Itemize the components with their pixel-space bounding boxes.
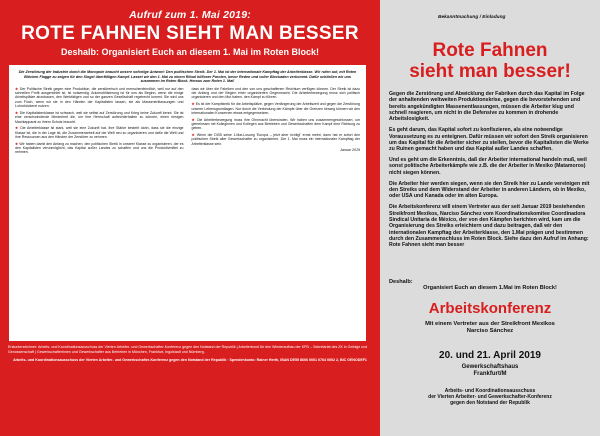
conference-location: Gewerkschaftshaus Frankfurt/M [461,364,519,378]
star-icon: ★ [191,133,197,138]
organizer: Arbeits- und Koordinationsausschuss der Vierten Arbeiter- und Gewerkschafter-Konferenz gegen den Notstand der Republik [428,388,552,407]
star-icon: ★ [15,126,21,131]
paragraph: Es geht darum, das Kapital sofort zu konfiszieren, als eine notwendige Voraussetzung es zu enteignen. Dafür müssen wir sofort den Streik organisieren um das Kapital für die Arbeiter sicher zu stellen, bevor die Kapitalisten die Werke zu Ruinen gemacht haben und das Kapital außer Landes schaffen. [389,127,589,153]
footer-organization: Arbeits- und Koordinationsausschuss der Vierten Arbeiter- und Gewerkschafter-Konferenz gegen den Notstand der Republik · Spendenkonto: Rainer Herth, IBAN DE55 8606 0001 0764 0002 2, BIC GENODEF1 [13,358,367,363]
paragraph: Die Arbeiter hier werden siegen, wenn sie den Streik hier zu Lande vereinigen mit den Streiks und dem Widerstand der Arbeiter in anderen Ländern, ob in Mexiko, oder USA und Kanada oder im alten Europa. [389,180,590,200]
star-icon: ★ [191,102,196,107]
guest-info: Mit einem Vertreter aus der Streikfront Mexikos Narciso Sánchez [425,321,555,334]
star-icon: ★ [15,86,20,91]
conference-title: Arbeitskonferenz [428,300,552,317]
einladung-body [389,91,591,253]
einladung-panel [380,0,600,436]
headline: ROTE FAHNEN SIEHT MAN BESSER [21,23,359,44]
paragraph: Die Arbeitskonferenz will einem Vertreter aus der seit Januar 2019 bestehenden Streikfront Mexikos, Narciso Sánchez vom Koordinationskomitee Coordinadora Sindical Unitaria de México, der von den Kämpfen berichten wird, kam um die Organisierung des Streiks erleichtern und dazu beitragen, daß wir den internationalen Kampftag der Arbeiterklasse, den 1.Mai prägen und bestimmen durch den Zusammenschluss im Roten Block. Siehe dazu den Aufruf im Anhang: Rote Fahnen sieht man besser [389,204,589,249]
call-to-action [389,279,591,291]
column-left [15,87,184,157]
deshalb-label: Deshalb: [389,279,413,285]
aufruf-title: Aufruf zum 1. Mai 2019: [129,9,251,21]
intro-paragraph: Die Zerstörung der Industrie durch die Monopole braucht unsere sofortige Antwort: Den politischen Streik. Der 1. Mai ist der internationale Kampftag der Arbeiterklasse. Wir rufen auf, mit Roten Blöcken Flagge zu zeigen für den Singel überfälligen Kampf. Lasset wir den 1. Mai zu einem Ritual hilfloser Parolen, bevor Reden und voller Blockaden verkommt. Dafür schließen wir uns zusammen im Roten Block. Heraus zum Roten 1. Mai! [18,70,357,84]
deshalb-text: Organisiert Euch an diesem 1.Mai im Roten Block! [423,285,557,291]
star-icon: ★ [191,117,198,122]
aufruf-text-box [9,65,366,341]
paragraph: ★ Wir haben damit den Anfang zu machen, den politischen Streik in unserer Klasse zu organisieren, der es den Kapitalisten verunmöglicht, das Kapital außer Landes zu schaffen und uns die Produktivmittel zu nehmen. [15,141,184,155]
text-columns [15,87,360,157]
aufruf-date: Januar 2019 [340,148,360,153]
column-right [192,87,361,157]
aufruf-footer [8,345,372,363]
conference-date: 20. und 21. April 2019 [439,350,541,361]
paragraph: ★ Es ist der Kampfstreik für die Arbeitsplätze, gegen Verlängerung der Arbeitszeit und gegen die Zerstörung unserer Lebensgrundlagen. Nur durch die Verbindung der Kämpfe über die Grenzen hinweg können wir den internationalen Konzernen etwas entgegensetzen. [191,102,360,115]
einladung-title: Rote Fahnen sieht man besser! [409,40,571,82]
paragraph: ★ Wenn der DGB seine 1.Mai-Losung 'Europa – jetzt aber richtig!' ernst meint, dann hat er sofort den politischen Streik aller Gewerkschafter zu organisieren. Der 1. Mai muss ein internationaler Kampftag der Arbeiterklasse sein. [191,133,360,146]
aufruf-header [0,0,380,62]
paragraph: dass wir über die Fabriken und den von uns geschaffenen Reichtum verfügen können. Der Streik ist dazu der Anfang und der Beginn einer organisierten Gegenmacht. Die Arbeiterbewegung muss sich politisch organisieren und den Mut haben, den Kampf zu führen. [191,86,360,100]
subheadline: Deshalb: Organisiert Euch an diesem 1. Mai im Roten Block! [60,47,320,57]
paragraph: ★ Der Politische Streik gegen eine Produktion, die zerstörerisch und menschenfeindlich, weil nur auf den schnellen Profit ausgerichtet ist, ist notwendig. Automobilisierung ist für uns als Beginn, wenn die einige Arbeitsplätze abzubauen, den Werktätigen und so der ganzen Gesellschaft regelrecht kommt. Sie wird uns zum Fluch, wenn wir sie in den Händen der Kapitalisten lassen, sie als Massenentlassungen und Lohndrückerei nutzen. [15,86,184,109]
paragraph: Gegen die Zerstörung und Abwicklung der Fabriken durch das Kapital im Folge der anhaltenden weltweiten Produktionskrise, gegen die bevorstehenden und bereits angekündigten Massenentlassungen, müssen die Arbeiter klug und schnell reagieren, um nicht in die Defensive zu kommen in drohende Arbeitslosigkeit. [389,91,585,123]
paragraph: ★ Die Arbeiterklasse ist stark, weil sie eine Zukunft hat. Ihre Stärke besteht darin, dass sie die einzige Klasse ist, die in der Lage ist, die Zusammenarbeit auf der Welt neu zu organisieren und dafür die Welt und ihre Ressourcen aus den Händen der Zerstörer zu nehmen. [15,126,184,139]
paragraph: Und es geht um die Erkenntnis, daß der Arbeiter international handeln muß, weil sonst politische Arbeiterkämpfe wie z.B. die der Arbeiter in Mexiko (Matamoros) nicht siegen können. [389,157,587,176]
signatories: Erstunterzeichner: Arbeits- und Koordinationsausschuss der Vierten Arbeiter- und Gewerkschafter-Konferenz gegen den Notstand der Republik | Arbeiterbund für den Wiederaufbau der KPD – Sekretariat des ZK in Gefolge und Genossenschaft | Gewerkschafterinnen und Gewerkschafter aus Betrieben in München, Frankfurt, Ingolstadt und Nürnberg. [8,345,368,354]
star-icon: ★ [15,110,20,115]
notice-label: Bekanntmachung / Einladung [438,15,506,20]
paragraph: ★ Die Arbeiterbewegung muss ihre Ohnmacht überwinden. Wir haben uns zusammengeschlossen, um gemeinsam mit Kolleginnen und Kollegen aus Betrieben und Gewerkschaften dem Kampf eine Richtung zu geben. [191,117,360,131]
paragraph: ★ Die Kapitalistenklasse ist schwach, weil sie selbst auf Zerstörung und Krieg keine Zukunft kennt. Sie ist eine verschwindende Minderheit die, um ihre Herrschaft aufrechterhalten zu können, einen riesigen Machtapparat zu ihrem Schutz braucht. [15,110,184,124]
star-icon: ★ [15,141,20,146]
